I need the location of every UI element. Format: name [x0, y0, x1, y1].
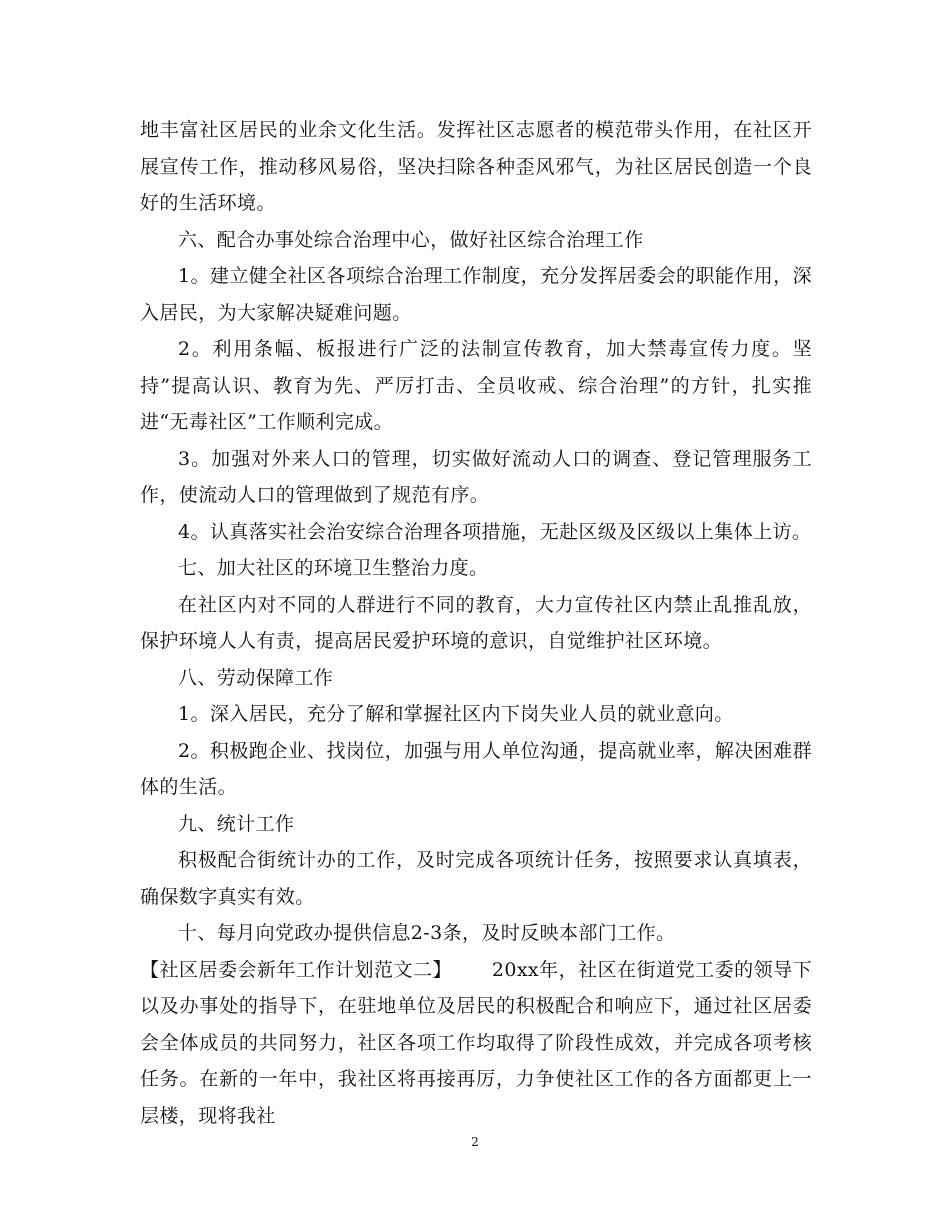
sample-paragraph: [140, 952, 812, 1135]
section-heading-6: 六、配合办事处综合治理中心，做好社区综合治理工作: [178, 228, 644, 251]
list-item: 3。加强对外来人口的管理，切实做好流动人口的调查、登记管理服务工作，使流动人口的管理做到了规范有序。: [140, 447, 812, 506]
section-heading-7: 七、加大社区的环境卫生整治力度。: [178, 557, 489, 579]
page-number: 2: [471, 1135, 479, 1149]
paragraph-continuation: 地丰富社区居民的业余文化生活。发挥社区志愿者的模范带头作用，在社区开展宣传工作，推动移风易俗，坚决扫除各种歪风邪气，为社区居民创造一个良好的生活环境。: [140, 119, 812, 214]
paragraph: 积极配合街统计办的工作，及时完成各项统计任务，按照要求认真填表，确保数字真实有效。: [140, 849, 812, 908]
section-heading-10: 十、每月向党政办提供信息2-3条，及时反映本部门工作。: [178, 922, 676, 944]
section-heading-8: 八、劳动保障工作: [178, 666, 334, 689]
list-item: 2。利用条幅、板报进行广泛的法制宣传教育，加大禁毒宣传力度。坚持”提高认识、教育为先、严厉打击、全员收戒、综合治理”的方针，扎实推进“无毒社区”工作顺利完成。: [140, 338, 812, 433]
paragraph: 在社区内对不同的人群进行不同的教育，大力宣传社区内禁止乱推乱放，保护环境人人有责，提高居民爱护环境的意识，自觉维护社区环境。: [140, 593, 812, 652]
list-item: 1。建立健全社区各项综合治理工作制度，充分发挥居委会的职能作用，深入居民，为大家解决疑难问题。: [140, 265, 812, 324]
list-item: 4。认真落实社会治安综合治理各项措施，无赴区级及区级以上集体上访。: [178, 520, 812, 543]
sample-text: 20xx年，社区在街道党工委的领导下以及办事处的指导下，在驻地单位及居民的积极配合和响应下，通过社区居委会全体成员的共同努力，社区各项工作均取得了阶段性成效，并完成各项考核任务。在新的一年中，我社区将再接再厉，力争使社区工作的各方面都更上一层楼，现将我社: [140, 958, 813, 1127]
list-item: 2。积极跑企业、找岗位，加强与用人单位沟通，提高就业率，解决困难群体的生活。: [140, 739, 812, 798]
sample-heading: 【社区居委会新年工作计划范文二】: [140, 958, 452, 981]
document-body: [140, 112, 812, 1134]
section-heading-9: 九、统计工作: [178, 812, 295, 835]
list-item: 1。深入居民，充分了解和掌握社区内下岗失业人员的就业意向。: [178, 703, 734, 725]
